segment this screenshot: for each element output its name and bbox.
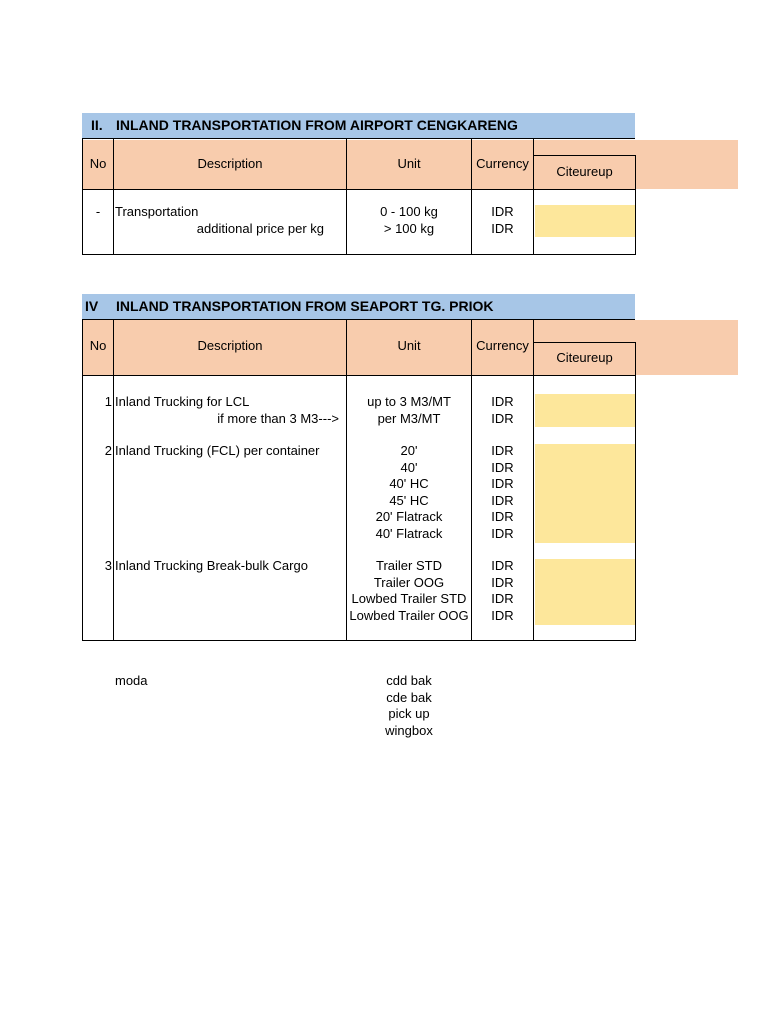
section-2-number: II. <box>91 117 103 133</box>
unit-value: Lowbed Trailer OOG <box>349 607 469 623</box>
section-4-header-extension <box>635 320 738 375</box>
row-description: Inland Trucking for LCL <box>115 394 250 409</box>
header-no: No <box>89 338 107 353</box>
currency-value: IDR <box>491 394 514 409</box>
section-2-header-extension <box>635 140 738 189</box>
row-currencies <box>472 558 533 624</box>
moda-option: wingbox <box>385 722 433 738</box>
row-number: 1 <box>104 394 112 409</box>
unit-value: 20' Flatrack <box>375 509 443 524</box>
unit-value: Trailer OOG <box>373 574 445 590</box>
row-units <box>347 558 471 624</box>
row-currencies <box>472 443 533 542</box>
unit-value: 40' Flatrack <box>375 525 443 541</box>
header-location: Citeureup <box>556 164 613 179</box>
moda-option: pick up <box>388 706 430 721</box>
moda-option: cdd bak <box>386 673 432 688</box>
row-description-sub: if more than 3 M3---> <box>217 411 339 426</box>
row-units <box>347 443 471 542</box>
currency-value: IDR <box>491 443 514 458</box>
fcl-rate-cells[interactable] <box>535 444 635 543</box>
row-description-sub: additional price per kg <box>196 221 324 236</box>
unit-value: > 100 kg <box>383 220 435 236</box>
currency-value: IDR <box>491 410 514 426</box>
currency-value: IDR <box>491 509 514 524</box>
unit-value: per M3/MT <box>377 410 441 426</box>
unit-value: up to 3 M3/MT <box>367 394 451 409</box>
row-description: Transportation <box>115 204 199 219</box>
currency-value: IDR <box>491 476 514 491</box>
row-units <box>347 204 471 237</box>
header-currency: Currency <box>476 338 529 353</box>
row-description: Inland Trucking Break-bulk Cargo <box>115 558 308 573</box>
currency-value: IDR <box>491 607 514 623</box>
currency-value: IDR <box>491 204 514 219</box>
section-2-rate-cell[interactable] <box>535 205 635 237</box>
unit-value: 20' <box>400 443 418 458</box>
row-number: - <box>95 204 101 219</box>
row-units <box>347 394 471 427</box>
row-currencies <box>472 204 533 237</box>
lcl-rate-cells[interactable] <box>535 394 635 427</box>
moda-options <box>347 673 471 739</box>
header-currency: Currency <box>476 156 529 171</box>
header-description: Description <box>197 156 263 171</box>
moda-option: cde bak <box>386 689 432 705</box>
unit-value: 0 - 100 kg <box>380 204 438 219</box>
unit-value: Lowbed Trailer STD <box>351 591 467 606</box>
header-description: Description <box>197 338 263 353</box>
unit-value: 45' HC <box>389 492 429 508</box>
breakbulk-rate-cells[interactable] <box>535 559 635 625</box>
currency-value: IDR <box>491 525 514 541</box>
unit-value: 40' <box>400 459 418 475</box>
header-location: Citeureup <box>556 350 613 365</box>
header-no: No <box>89 156 107 171</box>
row-currencies <box>472 394 533 427</box>
section-4-title: INLAND TRANSPORTATION FROM SEAPORT TG. PRIOK <box>116 298 494 314</box>
moda-label: moda <box>115 673 148 688</box>
section-4-number: IV <box>85 298 99 314</box>
unit-value: 40' HC <box>389 476 429 491</box>
row-number: 2 <box>104 443 112 458</box>
currency-value: IDR <box>491 459 514 475</box>
currency-value: IDR <box>491 591 514 606</box>
currency-value: IDR <box>491 574 514 590</box>
header-unit: Unit <box>397 156 421 171</box>
currency-value: IDR <box>491 492 514 508</box>
currency-value: IDR <box>491 558 514 573</box>
row-description: Inland Trucking (FCL) per container <box>115 443 320 458</box>
header-unit: Unit <box>397 338 421 353</box>
unit-value: Trailer STD <box>376 558 442 573</box>
row-number: 3 <box>104 558 112 573</box>
section-2-title: INLAND TRANSPORTATION FROM AIRPORT CENGKARENG <box>116 117 518 133</box>
currency-value: IDR <box>491 220 514 236</box>
